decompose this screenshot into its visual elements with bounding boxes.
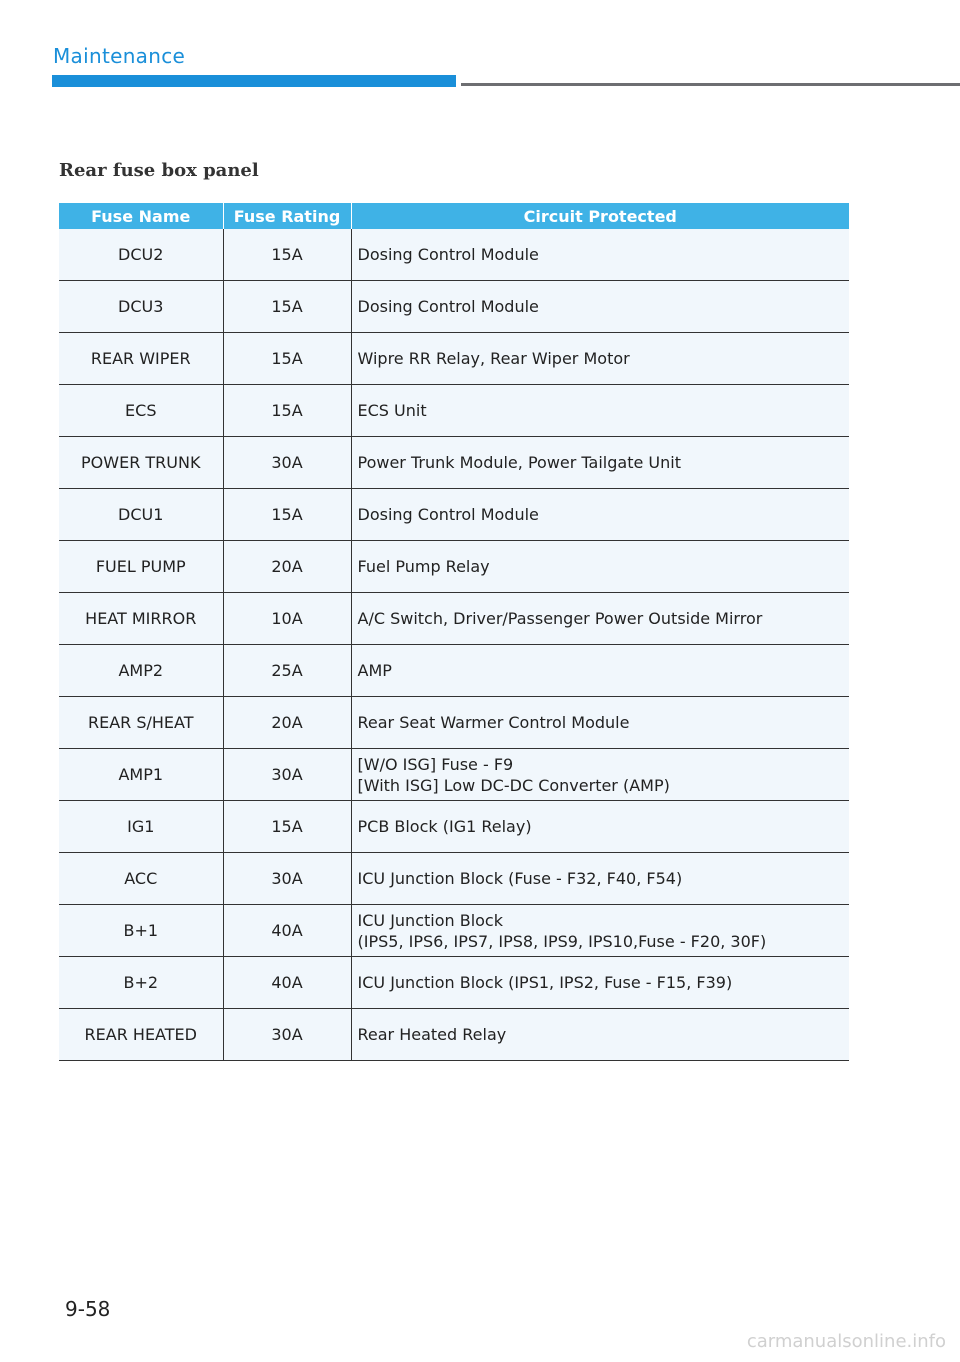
- circuit-line: ICU Junction Block: [357, 910, 503, 930]
- circuit-line: PCB Block (IG1 Relay): [357, 817, 532, 836]
- table-row: [59, 489, 849, 541]
- fuse-rating-cell: 30A: [223, 1009, 351, 1061]
- fuse-name-cell: HEAT MIRROR: [59, 593, 223, 645]
- circuit-line: AMP: [357, 661, 392, 680]
- circuit-protected-cell: [351, 645, 849, 697]
- fuse-name-cell: ACC: [59, 853, 223, 905]
- circuit-line: ICU Junction Block (Fuse - F32, F40, F54): [357, 869, 683, 888]
- fuse-rating-cell: 20A: [223, 697, 351, 749]
- fuse-rating-cell: 30A: [223, 749, 351, 801]
- column-header-fuse-rating: Fuse Rating: [223, 203, 351, 229]
- circuit-protected-cell: [351, 333, 849, 385]
- section-title: Maintenance: [53, 44, 186, 68]
- table-row: [59, 749, 849, 801]
- circuit-line: Fuel Pump Relay: [357, 557, 490, 576]
- fuse-rating-cell: 40A: [223, 905, 351, 957]
- fuse-name-cell: DCU1: [59, 489, 223, 541]
- circuit-line: Rear Seat Warmer Control Module: [357, 713, 630, 732]
- circuit-protected-cell: [351, 905, 849, 957]
- header-rule: [461, 83, 960, 86]
- circuit-line: A/C Switch, Driver/Passenger Power Outside Mirror: [357, 609, 763, 628]
- fuse-name-cell: POWER TRUNK: [59, 437, 223, 489]
- circuit-protected-cell: [351, 853, 849, 905]
- circuit-line: [W/O ISG] Fuse - F9: [357, 754, 514, 774]
- circuit-protected-cell: [351, 437, 849, 489]
- circuit-protected-cell: [351, 801, 849, 853]
- table-header-row: [59, 203, 849, 229]
- watermark: carmanualsonline.info: [746, 1331, 946, 1352]
- fuse-rating-cell: 25A: [223, 645, 351, 697]
- fuse-rating-cell: 40A: [223, 957, 351, 1009]
- circuit-protected-cell: [351, 541, 849, 593]
- fuse-table-body: [59, 229, 849, 1061]
- circuit-line: ECS Unit: [357, 401, 427, 420]
- fuse-name-cell: B+1: [59, 905, 223, 957]
- circuit-line: Rear Heated Relay: [357, 1025, 507, 1044]
- header-accent-bar: [52, 75, 456, 87]
- fuse-name-cell: DCU2: [59, 229, 223, 281]
- circuit-protected-cell: [351, 281, 849, 333]
- table-row: [59, 385, 849, 437]
- page-number: 9-58: [65, 1297, 111, 1321]
- table-row: [59, 645, 849, 697]
- circuit-line: Power Trunk Module, Power Tailgate Unit: [357, 453, 681, 472]
- fuse-rating-cell: 20A: [223, 541, 351, 593]
- fuse-name-cell: REAR S/HEAT: [59, 697, 223, 749]
- fuse-name-cell: DCU3: [59, 281, 223, 333]
- table-row: [59, 593, 849, 645]
- table-row: [59, 541, 849, 593]
- fuse-name-cell: AMP2: [59, 645, 223, 697]
- circuit-protected-cell: [351, 749, 849, 801]
- circuit-line: Dosing Control Module: [357, 245, 539, 264]
- fuse-name-cell: ECS: [59, 385, 223, 437]
- fuse-name-cell: AMP1: [59, 749, 223, 801]
- table-row: [59, 905, 849, 957]
- table-row: [59, 437, 849, 489]
- fuse-name-cell: IG1: [59, 801, 223, 853]
- table-row: [59, 957, 849, 1009]
- fuse-rating-cell: 15A: [223, 489, 351, 541]
- fuse-name-cell: FUEL PUMP: [59, 541, 223, 593]
- table-row: [59, 229, 849, 281]
- circuit-line: (IPS5, IPS6, IPS7, IPS8, IPS9, IPS10,Fuse - F20, 30F): [357, 931, 767, 951]
- fuse-name-cell: B+2: [59, 957, 223, 1009]
- circuit-protected-cell: [351, 1009, 849, 1061]
- fuse-rating-cell: 15A: [223, 281, 351, 333]
- table-row: [59, 333, 849, 385]
- table-row: [59, 801, 849, 853]
- fuse-name-cell: REAR WIPER: [59, 333, 223, 385]
- circuit-protected-cell: [351, 229, 849, 281]
- circuit-protected-cell: [351, 957, 849, 1009]
- circuit-line: Dosing Control Module: [357, 297, 539, 316]
- circuit-line: [With ISG] Low DC-DC Converter (AMP): [357, 775, 670, 795]
- circuit-protected-cell: [351, 697, 849, 749]
- table-row: [59, 281, 849, 333]
- circuit-protected-cell: [351, 489, 849, 541]
- fuse-rating-cell: 10A: [223, 593, 351, 645]
- fuse-rating-cell: 30A: [223, 437, 351, 489]
- circuit-protected-cell: [351, 385, 849, 437]
- table-row: [59, 1009, 849, 1061]
- circuit-line: Dosing Control Module: [357, 505, 539, 524]
- column-header-fuse-name: Fuse Name: [59, 203, 223, 229]
- panel-heading: Rear fuse box panel: [59, 160, 259, 181]
- fuse-rating-cell: 15A: [223, 801, 351, 853]
- table-row: [59, 697, 849, 749]
- table-row: [59, 853, 849, 905]
- fuse-rating-cell: 30A: [223, 853, 351, 905]
- fuse-name-cell: REAR HEATED: [59, 1009, 223, 1061]
- circuit-protected-cell: [351, 593, 849, 645]
- fuse-rating-cell: 15A: [223, 333, 351, 385]
- fuse-rating-cell: 15A: [223, 229, 351, 281]
- fuse-rating-cell: 15A: [223, 385, 351, 437]
- column-header-circuit-protected: Circuit Protected: [351, 203, 849, 229]
- fuse-table: [59, 203, 849, 1061]
- circuit-line: Wipre RR Relay, Rear Wiper Motor: [357, 349, 630, 368]
- circuit-line: ICU Junction Block (IPS1, IPS2, Fuse - F15, F39): [357, 973, 733, 992]
